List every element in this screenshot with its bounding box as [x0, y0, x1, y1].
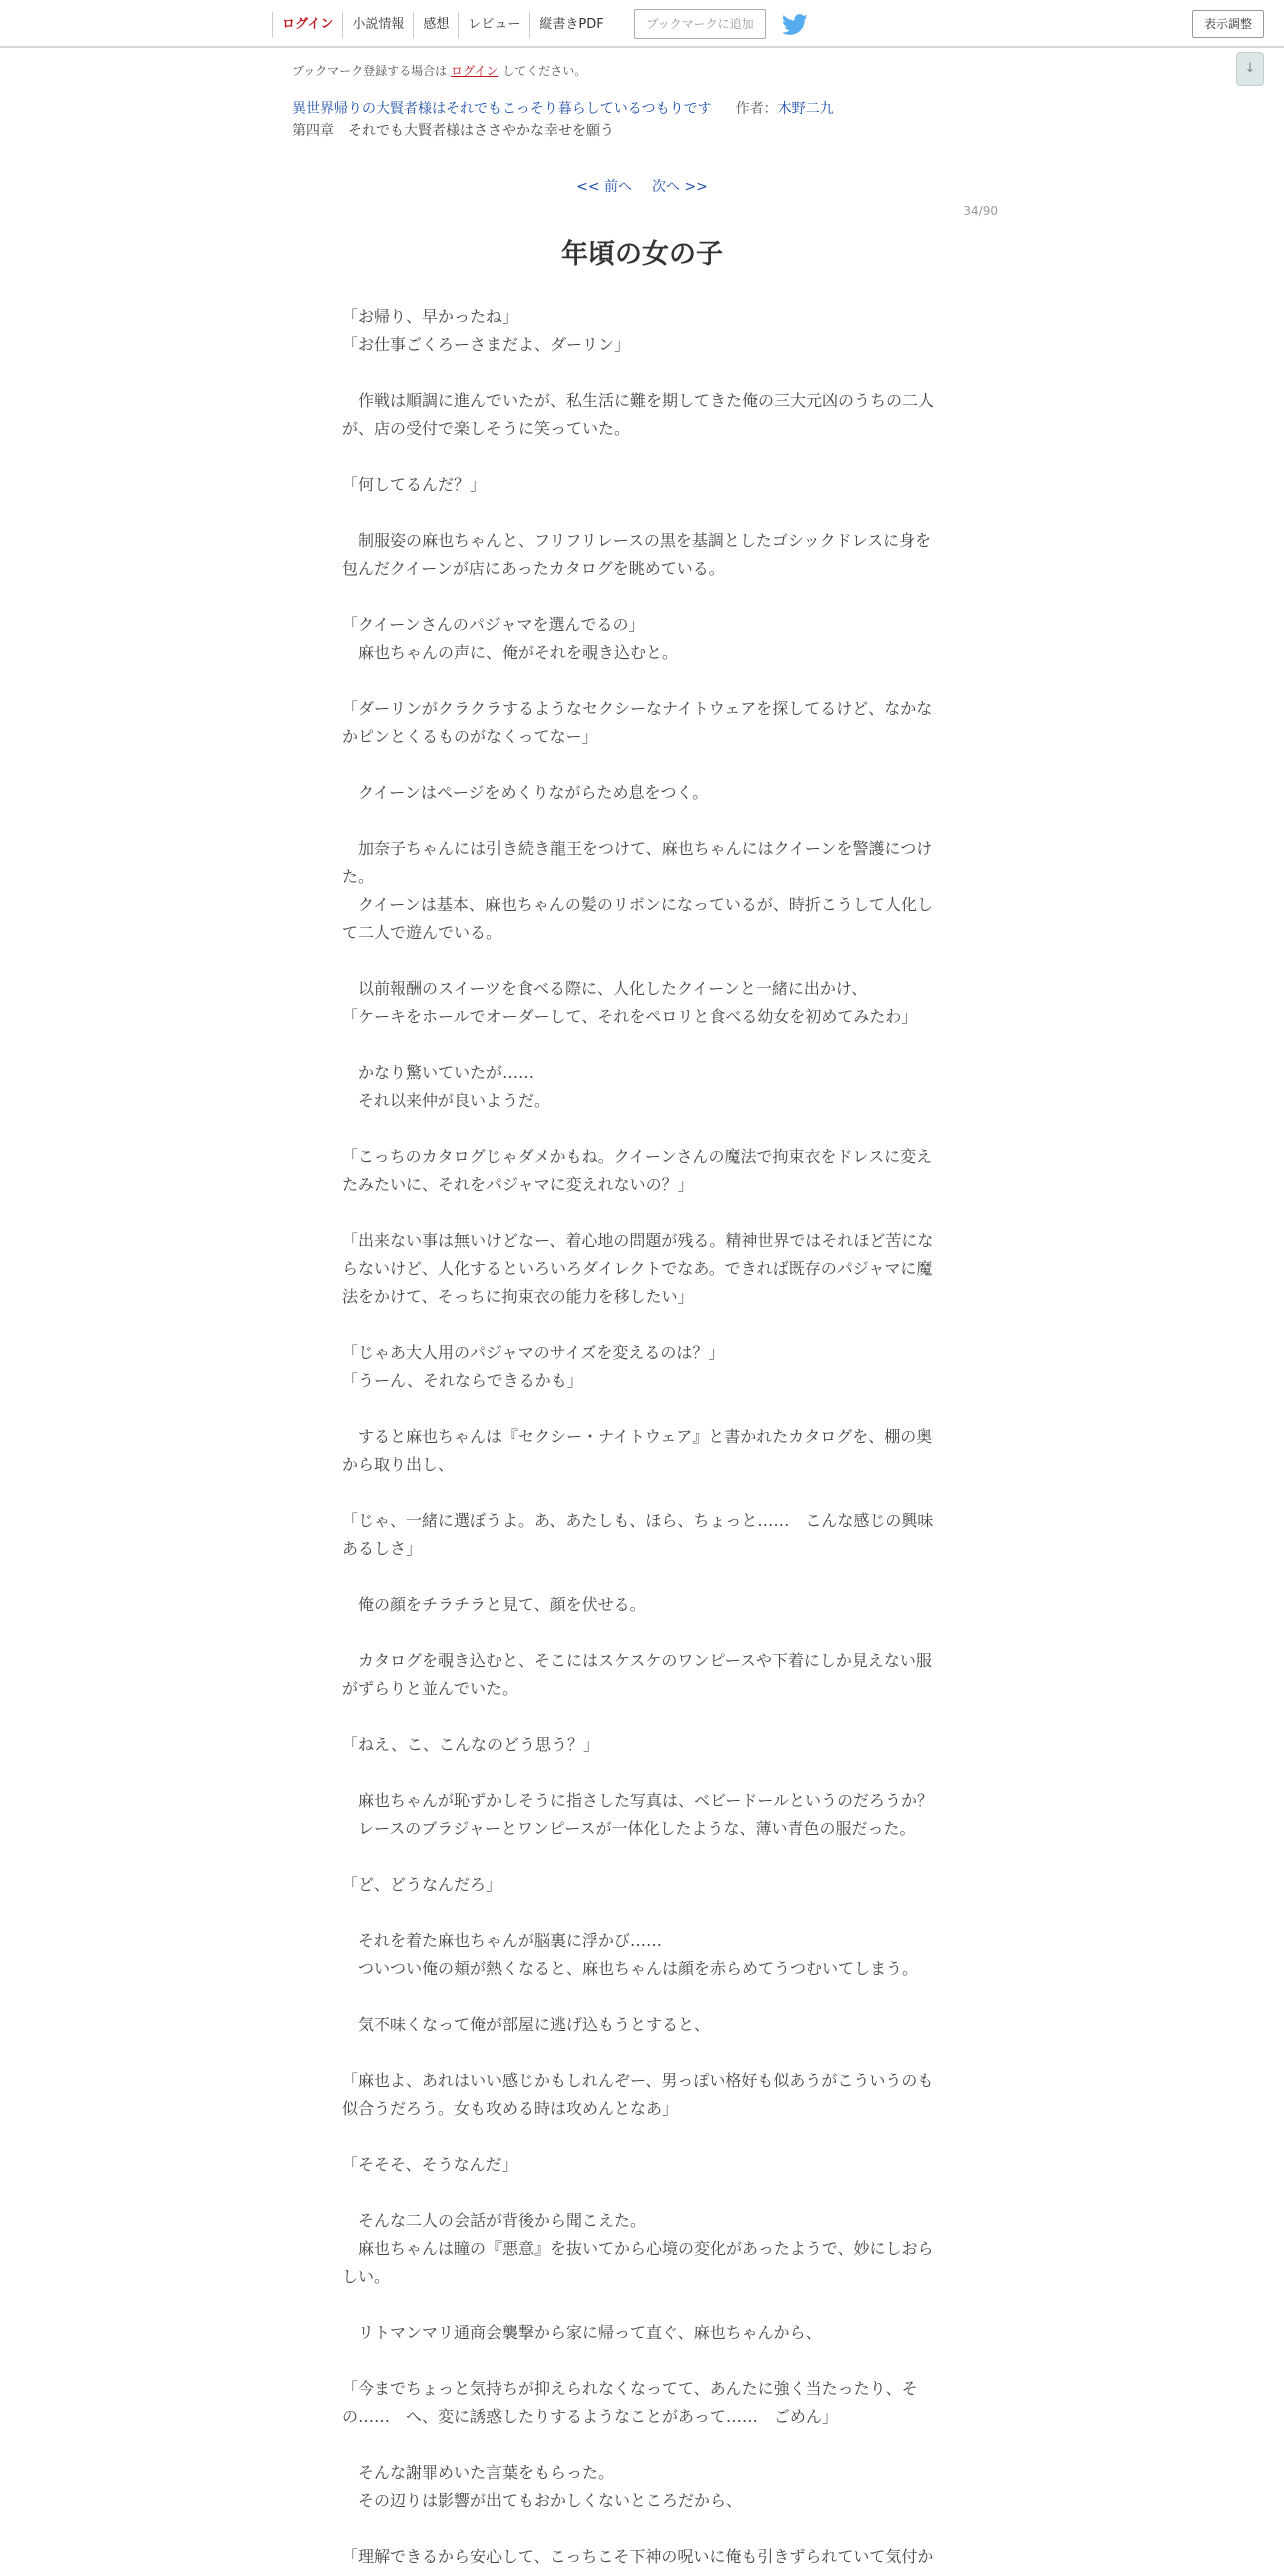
body-line: 「ねえ、こ、こんなのどう思う？」: [342, 1735, 599, 1754]
body-line: [342, 2515, 942, 2543]
arrow-down-icon: ↓: [1244, 61, 1256, 76]
notice-prefix: ブックマーク登録する場合は: [292, 64, 448, 78]
body-line: 制服姿の麻也ちゃんと、フリフリレースの黒を基調としたゴシックドレスに身を: [342, 531, 932, 550]
body-line: がずらりと並んでいた。: [342, 1679, 519, 1698]
novel-header: [292, 98, 834, 118]
chapter-title: 第四章 それでも大賢者様はささやかな幸せを願う: [292, 123, 614, 139]
body-line: それを着た麻也ちゃんが脳裏に浮かび……: [342, 1931, 663, 1950]
nav-login-link[interactable]: ログイン: [272, 12, 342, 38]
body-line: カタログを覗き込むと、そこにはスケスケのワンピースや下着にしか見えない服: [342, 1651, 932, 1670]
body-line: [342, 1199, 942, 1227]
body-line: [342, 1843, 942, 1871]
body-line: [342, 2347, 942, 2375]
notice-login-link[interactable]: ログイン: [451, 64, 499, 78]
body-line: [342, 1703, 942, 1731]
body-line: [342, 583, 942, 611]
body-line: [342, 1115, 942, 1143]
next-episode-link[interactable]: 次へ >>: [652, 179, 708, 195]
body-line: 「そそそ、そうなんだ」: [342, 2155, 518, 2174]
nav-impressions-link[interactable]: 感想: [413, 12, 458, 38]
body-line: クイーンは基本、麻也ちゃんの髪のリボンになっているが、時折こうして人化し: [342, 895, 933, 914]
body-line: [342, 947, 942, 975]
body-line: [342, 1563, 942, 1591]
body-line: [342, 499, 942, 527]
episode-title: 年頃の女の子: [561, 239, 723, 270]
body-line: た。: [342, 867, 375, 886]
body-line: [342, 1759, 942, 1787]
body-line: 「何してるんだ？」: [342, 475, 487, 494]
body-line: 「うーん、それならできるかも」: [342, 1371, 583, 1390]
body-line: たみたいに、それをパジャマに変えれないの？」: [342, 1175, 694, 1194]
body-line: クイーンはページをめくりながらため息をつく。: [342, 783, 709, 802]
body-line: 作戦は順調に進んでいたが、私生活に難を期してきた俺の三大元凶のうちの二人: [342, 391, 935, 410]
body-line: 「今までちょっと気持ちが抑えられなくなってて、あんたに強く当たったり、そ: [342, 2379, 918, 2398]
body-line: 「理解できるから安心して、こっちこそ下神の呪いに俺も引きずられていて気付か: [342, 2547, 934, 2566]
body-line: 「クイーンさんのパジャマを選んでるの」: [342, 615, 645, 634]
body-line: て二人で遊んでいる。: [342, 923, 503, 942]
body-line: が、店の受付で楽しそうに笑っていた。: [342, 419, 631, 438]
body-line: 「じゃ、一緒に選ぼうよ。あ、あたしも、ほら、ちょっと…… こんな感じの興味: [342, 1511, 934, 1530]
body-line: [342, 1479, 942, 1507]
body-line: [342, 2291, 942, 2319]
novel-body: [342, 303, 942, 2568]
page-number: 34/90: [963, 204, 998, 218]
body-line: 気不味くなって俺が部屋に逃げ込もうとすると、: [342, 2015, 711, 2034]
body-line: らないけど、人化するといろいろダイレクトでなあ。できれば既存のパジャマに魔: [342, 1259, 933, 1278]
body-line: [342, 1899, 942, 1927]
body-line: しい。: [342, 2267, 391, 2286]
display-settings-button[interactable]: 表示調整: [1192, 10, 1264, 38]
nav-review-link[interactable]: レビュー: [458, 12, 529, 38]
body-line: 「こっちのカタログじゃダメかもね。クイーンさんの魔法で拘束衣をドレスに変え: [342, 1147, 933, 1166]
body-line: 俺の顔をチラチラと見て、顔を伏せる。: [342, 1595, 646, 1614]
body-line: 「麻也よ、あれはいい感じかもしれんぞー、男っぽい格好も似あうがこういうのも: [342, 2071, 934, 2090]
body-line: [342, 1031, 942, 1059]
body-line: 「ど、どうなんだろ」: [342, 1875, 503, 1894]
body-line: [342, 751, 942, 779]
body-line: リトマンマリ通商会襲撃から家に帰って直ぐ、麻也ちゃんから、: [342, 2323, 822, 2342]
episode-pager: [0, 176, 1284, 196]
body-line: [342, 1395, 942, 1423]
body-line: 「お帰り、早かったね」: [342, 307, 519, 326]
body-line: [342, 2431, 942, 2459]
body-line: 「じゃあ大人用のパジャマのサイズを変えるのは？」: [342, 1343, 725, 1362]
scroll-down-button[interactable]: [1236, 52, 1264, 86]
body-line: [342, 443, 942, 471]
body-line: あるしさ」: [342, 1539, 423, 1558]
body-line: [342, 359, 942, 387]
add-bookmark-button[interactable]: ブックマークに追加: [634, 9, 766, 39]
body-line: 麻也ちゃんが恥ずかしそうに指さした写真は、ベビードールというのだろうか？: [342, 1791, 934, 1810]
body-line: 「ダーリンがクラクラするようなセクシーなナイトウェアを探してるけど、なかな: [342, 699, 933, 718]
body-line: それ以来仲が良いようだ。: [342, 1091, 551, 1110]
top-nav: [272, 12, 613, 38]
body-line: レースのブラジャーとワンピースが一体化したような、薄い青色の服だった。: [342, 1819, 916, 1838]
body-line: [342, 807, 942, 835]
prev-episode-link[interactable]: << 前へ: [576, 179, 632, 195]
author-label: 作者：: [735, 101, 778, 117]
body-line: 加奈子ちゃんには引き続き龍王をつけて、麻也ちゃんにはクイーンを警護につけ: [342, 839, 933, 858]
bookmark-login-notice: [292, 62, 586, 79]
body-line: の…… へ、変に誘惑したりするようなことがあって…… ごめん」: [342, 2407, 838, 2426]
body-line: 麻也ちゃんは瞳の『悪意』を抜いてから心境の変化があったようで、妙にしおら: [342, 2239, 934, 2258]
body-line: 麻也ちゃんの声に、俺がそれを覗き込むと。: [342, 643, 679, 662]
body-line: そんな二人の会話が背後から聞こえた。: [342, 2211, 647, 2230]
body-line: [342, 1983, 942, 2011]
notice-suffix: してください。: [502, 64, 587, 78]
body-line: 法をかけて、そっちに拘束衣の能力を移したい」: [342, 1287, 694, 1306]
body-line: その辺りは影響が出てもおかしくないところだから、: [342, 2491, 743, 2510]
body-line: [342, 1311, 942, 1339]
twitter-bird-icon[interactable]: [782, 14, 808, 36]
body-line: 「出来ない事は無いけどなー、着心地の問題が残る。精神世界ではそれほど苦にな: [342, 1231, 934, 1250]
body-line: かなり驚いていたが……: [342, 1063, 535, 1082]
body-line: かピンとくるものがなくってなー」: [342, 727, 598, 746]
nav-novel-info-link[interactable]: 小説情報: [342, 12, 413, 38]
author-link[interactable]: 木野二九: [777, 101, 834, 117]
body-line: [342, 667, 942, 695]
body-line: そんな謝罪めいた言葉をもらった。: [342, 2463, 615, 2482]
body-line: すると麻也ちゃんは『セクシー・ナイトウェア』と書かれたカタログを、棚の奥: [342, 1427, 933, 1446]
novel-title-link[interactable]: 異世界帰りの大賢者様はそれでもこっそり暮らしているつもりです: [292, 101, 712, 117]
body-line: 「ケーキをホールでオーダーして、それをペロリと食べる幼女を初めてみたわ」: [342, 1007, 918, 1026]
body-line: [342, 2179, 942, 2207]
body-line: [342, 1619, 942, 1647]
site-header: [0, 0, 1284, 48]
body-line: 「お仕事ごくろーさまだよ、ダーリン」: [342, 335, 631, 354]
body-line: [342, 2039, 942, 2067]
body-line: 似合うだろう。女も攻める時は攻めんとなあ」: [342, 2099, 679, 2118]
body-line: から取り出し、: [342, 1455, 455, 1474]
body-line: 以前報酬のスイーツを食べる際に、人化したクイーンと一緒に出かけ、: [342, 979, 868, 998]
body-line: [342, 2123, 942, 2151]
body-line: 包んだクイーンが店にあったカタログを眺めている。: [342, 559, 725, 578]
body-line: ついつい俺の頬が熱くなると、麻也ちゃんは顔を赤らめてうつむいてしまう。: [342, 1959, 919, 1978]
nav-vertical-pdf-link[interactable]: 縦書きPDF: [529, 12, 612, 38]
